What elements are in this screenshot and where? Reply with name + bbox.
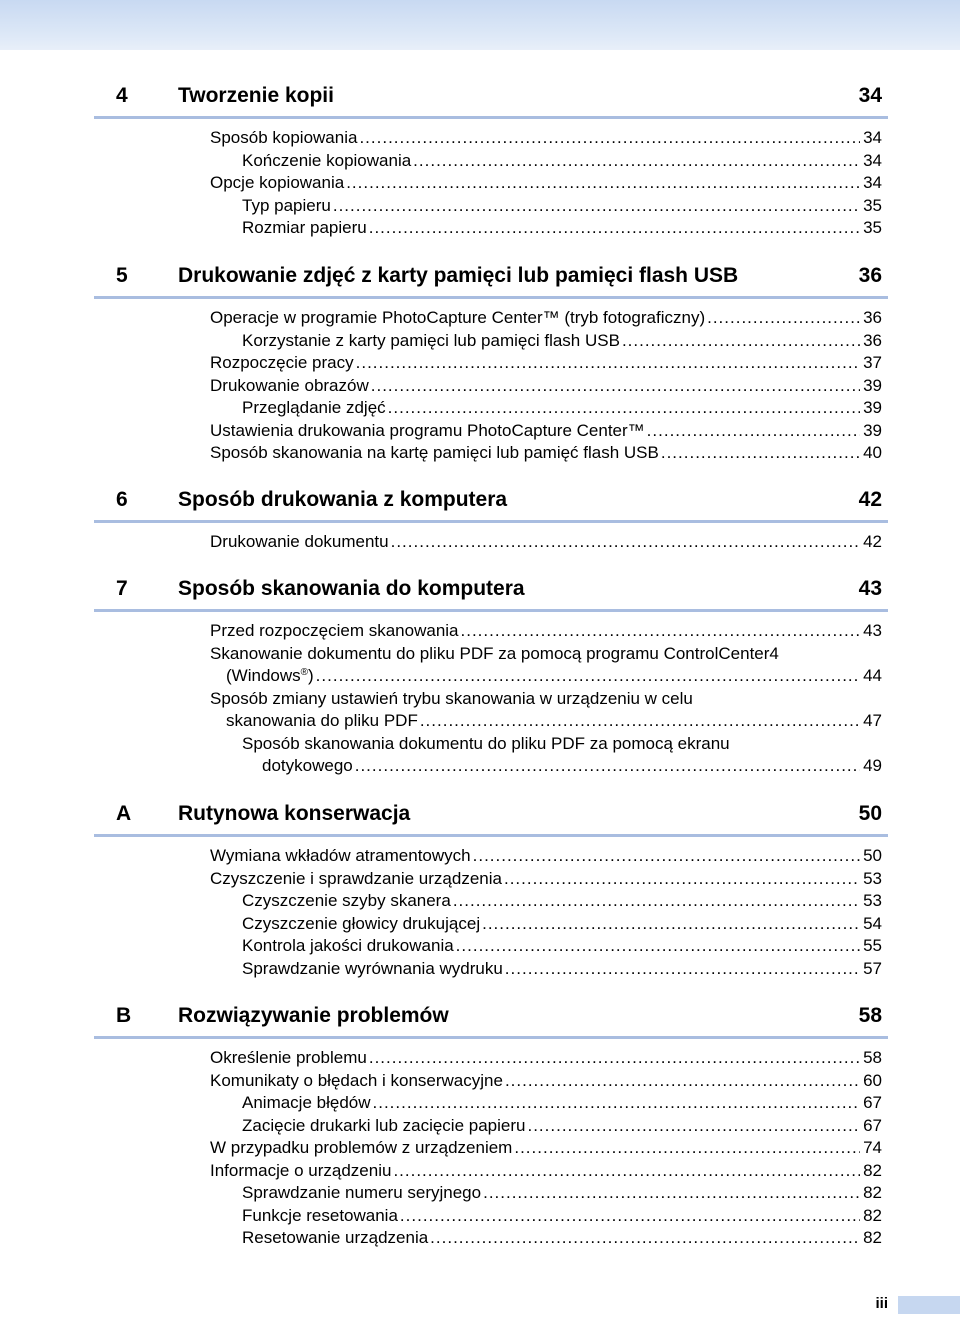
chapter-heading[interactable] bbox=[94, 262, 888, 299]
toc-entry-page-number: 55 bbox=[863, 936, 882, 955]
dot-leader bbox=[453, 890, 860, 913]
toc-entry-page-number: 39 bbox=[863, 420, 882, 440]
toc-entry-label: Drukowanie obrazów bbox=[210, 375, 369, 395]
toc-entry-label: Czyszczenie głowicy drukującej bbox=[242, 913, 481, 933]
toc-entry[interactable] bbox=[94, 330, 888, 353]
toc-entry-page-number: 67 bbox=[863, 1093, 882, 1112]
toc-entry-label: Sprawdzanie numeru seryjnego bbox=[242, 1183, 482, 1202]
toc-entry-label: Czyszczenie szyby skanera bbox=[242, 891, 451, 910]
toc-entry[interactable] bbox=[94, 195, 888, 218]
toc-entry-page-number: 36 bbox=[863, 330, 882, 350]
toc-entry-label: Sposób skanowania na kartę pamięci lub pamięć flash USB bbox=[210, 443, 659, 462]
toc-entry[interactable] bbox=[94, 375, 888, 398]
toc-entry-label: Czyszczenie i sprawdzanie urządzenia bbox=[210, 868, 502, 888]
toc-entry[interactable] bbox=[94, 845, 888, 868]
toc-entry-page-number: 67 bbox=[863, 1115, 882, 1135]
toc-entry-label: Drukowanie dokumentu bbox=[210, 532, 389, 551]
toc-entry-label: Sposób zmiany ustawień trybu skanowania w urządzeniu w celu bbox=[210, 688, 693, 708]
chapter-number: 6 bbox=[116, 488, 128, 511]
toc-entry-page-number: 39 bbox=[863, 375, 882, 395]
toc-entry-page-number: 57 bbox=[863, 958, 882, 978]
toc-entry-page-number: 53 bbox=[863, 891, 882, 910]
toc-entry-list bbox=[94, 620, 888, 778]
toc-entry[interactable] bbox=[94, 531, 888, 554]
toc-entry-label: Komunikaty o błędach i konserwacyjne bbox=[210, 1070, 503, 1090]
toc-entry-label bbox=[262, 755, 353, 778]
toc-entry[interactable] bbox=[94, 643, 888, 688]
chapter-page-number: 36 bbox=[858, 264, 882, 287]
toc-entry[interactable] bbox=[94, 1182, 888, 1205]
toc-entry-label: Zacięcie drukarki lub zacięcie papieru bbox=[242, 1115, 526, 1135]
toc-entry[interactable] bbox=[94, 127, 888, 150]
chapter-section bbox=[94, 800, 888, 980]
dot-leader bbox=[504, 868, 860, 891]
toc-entry-list bbox=[94, 127, 888, 240]
toc-entry-label: Sposób kopiowania bbox=[210, 128, 358, 147]
chapter-number: 5 bbox=[116, 264, 128, 287]
toc-entry-label bbox=[226, 665, 314, 688]
toc-entry-label: Rozmiar papieru bbox=[242, 218, 367, 237]
dot-leader bbox=[482, 913, 860, 936]
dot-leader bbox=[355, 755, 860, 778]
toc-entry-label: Korzystanie z karty pamięci lub pamięci flash USB bbox=[242, 330, 620, 350]
toc-entry-label: Informacje o urządzeniu bbox=[210, 1160, 392, 1180]
chapter-title: Tworzenie kopii bbox=[178, 84, 334, 107]
toc-entry-page-number: 40 bbox=[863, 443, 882, 462]
toc-entry[interactable] bbox=[94, 913, 888, 936]
toc-entry-page-number: 35 bbox=[863, 195, 882, 215]
toc-entry[interactable] bbox=[94, 217, 888, 240]
chapter-number: 4 bbox=[116, 84, 128, 107]
toc-entry-page-number: 34 bbox=[863, 173, 882, 192]
toc-entry[interactable] bbox=[94, 1070, 888, 1093]
toc-entry-label-suffix: ) bbox=[308, 666, 314, 685]
toc-entry-page-number: 60 bbox=[863, 1070, 882, 1090]
toc-entry[interactable] bbox=[94, 1115, 888, 1138]
dot-leader bbox=[316, 665, 860, 688]
toc-entry[interactable] bbox=[94, 307, 888, 330]
toc-entry-page-number: 34 bbox=[863, 128, 882, 147]
toc-entry-label: Typ papieru bbox=[242, 195, 331, 215]
toc-entry-page-number: 58 bbox=[863, 1048, 882, 1067]
toc-entry[interactable] bbox=[94, 1205, 888, 1228]
toc-entry-label: Operacje w programie PhotoCapture Center™ (tryb fotograficzny) bbox=[210, 308, 706, 327]
dot-leader bbox=[707, 307, 860, 330]
chapter-heading[interactable] bbox=[94, 1002, 888, 1039]
toc-entry[interactable] bbox=[94, 172, 888, 195]
chapter-number: 7 bbox=[116, 577, 128, 600]
chapter-section bbox=[94, 262, 888, 465]
toc-entry-page-number: 53 bbox=[863, 868, 882, 888]
chapter-section bbox=[94, 486, 888, 554]
toc-entry[interactable] bbox=[94, 397, 888, 420]
toc-entry-label: Opcje kopiowania bbox=[210, 173, 345, 192]
toc-entry-label: Określenie problemu bbox=[210, 1048, 367, 1067]
chapter-number: B bbox=[116, 1004, 132, 1027]
dot-leader bbox=[505, 1070, 860, 1093]
chapter-heading[interactable] bbox=[94, 575, 888, 612]
toc-entry-label: Kończenie kopiowania bbox=[242, 150, 412, 170]
toc-entry-page-number: 36 bbox=[863, 308, 882, 327]
dot-leader bbox=[456, 935, 860, 958]
toc-entry[interactable] bbox=[94, 935, 888, 958]
toc-entry-label-continued: dotykowego bbox=[262, 756, 353, 775]
toc-entry-label: Przeglądanie zdjęć bbox=[242, 398, 386, 417]
footer-band bbox=[898, 1296, 960, 1314]
chapter-heading[interactable] bbox=[94, 82, 888, 119]
toc-entry-list bbox=[94, 531, 888, 554]
toc-entry-page-number: 42 bbox=[863, 532, 882, 551]
chapter-number: A bbox=[116, 802, 132, 825]
toc-entry-page-number: 54 bbox=[863, 913, 882, 933]
dot-leader bbox=[473, 845, 860, 868]
chapter-title: Rozwiązywanie problemów bbox=[178, 1004, 449, 1027]
dot-leader bbox=[505, 958, 860, 981]
toc-entry-label: Wymiana wkładów atramentowych bbox=[210, 846, 471, 865]
chapter-title: Sposób drukowania z komputera bbox=[178, 488, 508, 511]
toc-entry-page-number: 43 bbox=[863, 621, 882, 640]
toc-entry-page-number: 34 bbox=[863, 150, 882, 170]
toc-entry[interactable] bbox=[94, 1160, 888, 1183]
toc-entry[interactable] bbox=[94, 420, 888, 443]
toc-entry-page-number: 82 bbox=[863, 1183, 882, 1202]
toc-entry[interactable] bbox=[94, 733, 888, 778]
toc-entry[interactable] bbox=[94, 1137, 888, 1160]
toc-entry[interactable] bbox=[94, 890, 888, 913]
toc-entry-label: Animacje błędów bbox=[242, 1093, 371, 1112]
toc-entry-list bbox=[94, 1047, 888, 1250]
toc-entry-label: Funkcje resetowania bbox=[242, 1205, 398, 1225]
toc-entry-label-continued: skanowania do pliku PDF bbox=[226, 711, 418, 730]
toc-entry-label-continued: (Windows bbox=[226, 666, 301, 685]
toc-entry-page-number: 44 bbox=[863, 666, 882, 685]
dot-leader bbox=[359, 127, 860, 150]
toc-entry-list bbox=[94, 845, 888, 980]
toc-entry-label: Resetowanie urządzenia bbox=[242, 1228, 429, 1247]
dot-leader bbox=[333, 195, 860, 218]
toc-entry-page-number: 49 bbox=[863, 756, 882, 775]
dot-leader bbox=[413, 150, 860, 173]
dot-leader bbox=[527, 1115, 860, 1138]
toc-entry[interactable] bbox=[94, 958, 888, 981]
toc-entry-page-number: 37 bbox=[863, 353, 882, 372]
toc-entry-label: Sposób skanowania dokumentu do pliku PDF za pomocą ekranu bbox=[242, 733, 730, 753]
dot-leader bbox=[369, 1047, 860, 1070]
toc-entry-page-number: 82 bbox=[863, 1160, 882, 1180]
toc-entry-page-number: 74 bbox=[863, 1138, 882, 1157]
chapter-title: Rutynowa konserwacja bbox=[178, 802, 411, 825]
toc-entry[interactable] bbox=[94, 868, 888, 891]
chapter-page-number: 50 bbox=[858, 802, 882, 825]
toc-entry[interactable] bbox=[94, 150, 888, 173]
dot-leader bbox=[661, 442, 860, 465]
chapter-title: Sposób skanowania do komputera bbox=[178, 577, 525, 600]
dot-leader bbox=[373, 1092, 860, 1115]
toc-entry[interactable] bbox=[94, 620, 888, 643]
registered-mark: ® bbox=[300, 667, 308, 678]
chapter-title: Drukowanie zdjęć z karty pamięci lub pamięci flash USB bbox=[178, 264, 739, 287]
toc-entry-page-number: 50 bbox=[863, 846, 882, 865]
dot-leader bbox=[356, 352, 860, 375]
dot-leader bbox=[483, 1182, 860, 1205]
dot-leader bbox=[647, 420, 860, 443]
toc-entry-label: W przypadku problemów z urządzeniem bbox=[210, 1138, 513, 1157]
toc-entry-label: Skanowanie dokumentu do pliku PDF za pomocą programu ControlCenter4 bbox=[210, 643, 779, 663]
dot-leader bbox=[371, 375, 860, 398]
toc-entry[interactable] bbox=[94, 1227, 888, 1250]
chapter-heading[interactable] bbox=[94, 486, 888, 523]
page-number: iii bbox=[875, 1295, 888, 1312]
toc-entry[interactable] bbox=[94, 1047, 888, 1070]
dot-leader bbox=[388, 397, 860, 420]
dot-leader bbox=[393, 1160, 860, 1183]
toc-entry-page-number: 82 bbox=[863, 1205, 882, 1225]
chapter-page-number: 58 bbox=[858, 1004, 882, 1027]
dot-leader bbox=[430, 1227, 860, 1250]
toc-entry-page-number: 47 bbox=[863, 711, 882, 730]
toc-entry-page-number: 82 bbox=[863, 1228, 882, 1247]
toc-entry-page-number: 39 bbox=[863, 398, 882, 417]
toc-entry-label: Sprawdzanie wyrównania wydruku bbox=[242, 958, 503, 978]
chapter-heading[interactable] bbox=[94, 800, 888, 837]
toc-entry-label: Kontrola jakości drukowania bbox=[242, 936, 454, 955]
toc-entry-label: Ustawienia drukowania programu PhotoCapture Center™ bbox=[210, 420, 645, 440]
dot-leader bbox=[391, 531, 860, 554]
toc-entry-page-number: 35 bbox=[863, 218, 882, 237]
dot-leader bbox=[622, 330, 860, 353]
dot-leader bbox=[369, 217, 860, 240]
chapter-page-number: 43 bbox=[858, 577, 882, 600]
toc-entry[interactable] bbox=[94, 442, 888, 465]
chapter-section bbox=[94, 1002, 888, 1250]
chapter-page-number: 42 bbox=[858, 488, 882, 511]
dot-leader bbox=[461, 620, 860, 643]
toc-entry-label bbox=[226, 710, 418, 733]
toc-entry[interactable] bbox=[94, 1092, 888, 1115]
dot-leader bbox=[346, 172, 860, 195]
toc-entry-label: Przed rozpoczęciem skanowania bbox=[210, 621, 459, 640]
toc-entry-list bbox=[94, 307, 888, 465]
dot-leader bbox=[400, 1205, 860, 1228]
dot-leader bbox=[514, 1137, 860, 1160]
toc-entry[interactable] bbox=[94, 352, 888, 375]
dot-leader bbox=[420, 710, 860, 733]
toc-entry-label: Rozpoczęcie pracy bbox=[210, 353, 354, 372]
toc-entry[interactable] bbox=[94, 688, 888, 733]
chapter-section bbox=[94, 575, 888, 778]
chapter-page-number: 34 bbox=[858, 84, 882, 107]
chapter-section bbox=[94, 82, 888, 240]
